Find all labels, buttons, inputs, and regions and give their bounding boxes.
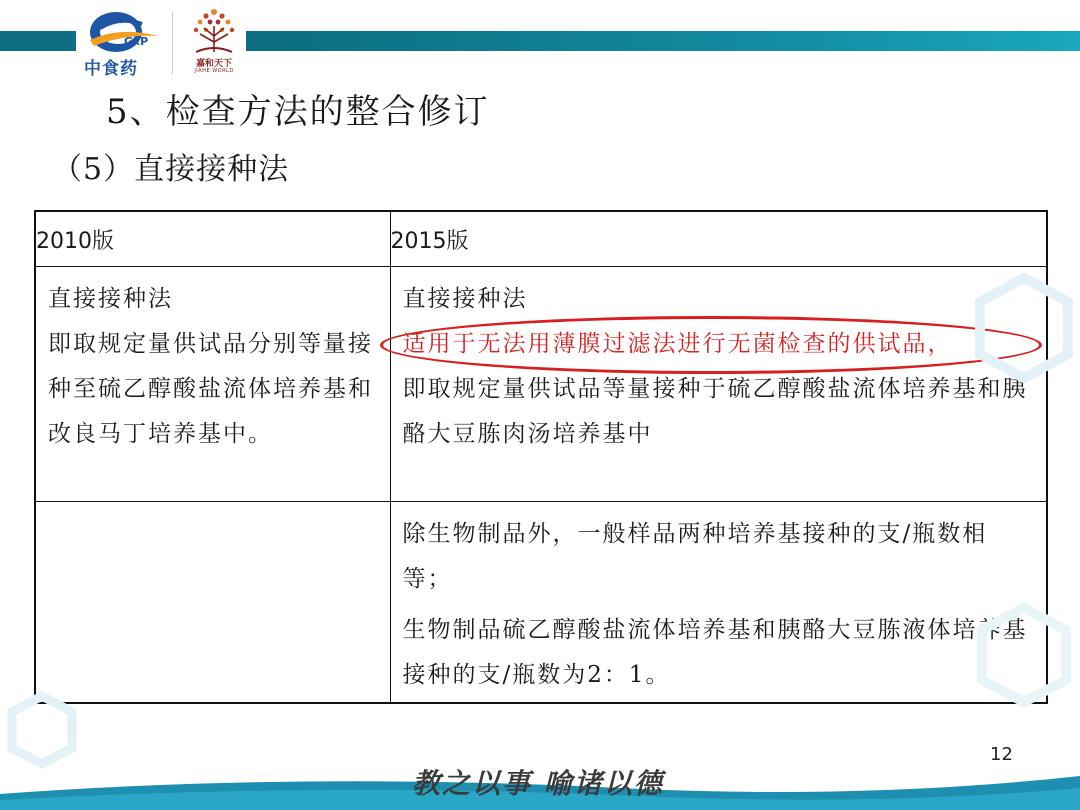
header-bar-left (0, 31, 76, 51)
logo-zhongshiyao-text: 中食药 (84, 59, 138, 79)
page-number: 12 (990, 744, 1013, 765)
cell-text: 直接接种法 (402, 286, 528, 312)
logo-jiahe-subtext: JIAHE WORLD (194, 68, 234, 74)
cell-text: 除生物制品外，一般样品两种培养基接种的支/瓶数相等； (402, 521, 988, 592)
logo-divider (172, 12, 173, 74)
header-2015: 2015版 (390, 211, 1047, 267)
header-bar-right (246, 31, 1080, 51)
cell-text: 生物制品硫乙醇酸盐流体培养基和胰酪大豆胨液体培养基接种的支/瓶数为2：1。 (402, 617, 1028, 688)
cell-text: 即取规定量供试品分别等量接种至硫乙醇酸盐流体培养基和改良马丁培养基中。 (48, 331, 373, 447)
footer-motto: 教之以事 喻诸以德 (412, 767, 664, 800)
cell-2010-empty (35, 502, 390, 704)
table-header-row (35, 211, 1047, 267)
jiahe-tree-logo-icon (186, 6, 242, 54)
logo-jiahe-text: 嘉和天下 (195, 59, 232, 69)
logo-gxp-mark: GxP (124, 35, 149, 48)
hexagon-decoration-icon (966, 600, 1080, 710)
cell-text: 即取规定量供试品等量接种于硫乙醇酸盐流体培养基和胰酪大豆胨肉汤培养基中 (402, 376, 1028, 447)
cell-2010 (35, 267, 390, 502)
table-row (35, 502, 1047, 704)
header-2010: 2010版 (35, 211, 390, 267)
table-row (35, 267, 1047, 502)
highlight-ellipse (380, 316, 1042, 374)
cell-text: 直接接种法 (48, 286, 173, 312)
hexagon-decoration-icon (968, 270, 1080, 390)
comparison-table (34, 210, 1048, 704)
cell-2015 (390, 502, 1047, 704)
highlighted-text: 适用于无法用薄膜过滤法进行无菌检查的供试品， (402, 331, 953, 357)
slide-title: 5、检查方法的整合修订 (106, 92, 490, 132)
cell-2015 (390, 267, 1047, 502)
slide-subtitle: （5）直接接种法 (52, 152, 290, 187)
